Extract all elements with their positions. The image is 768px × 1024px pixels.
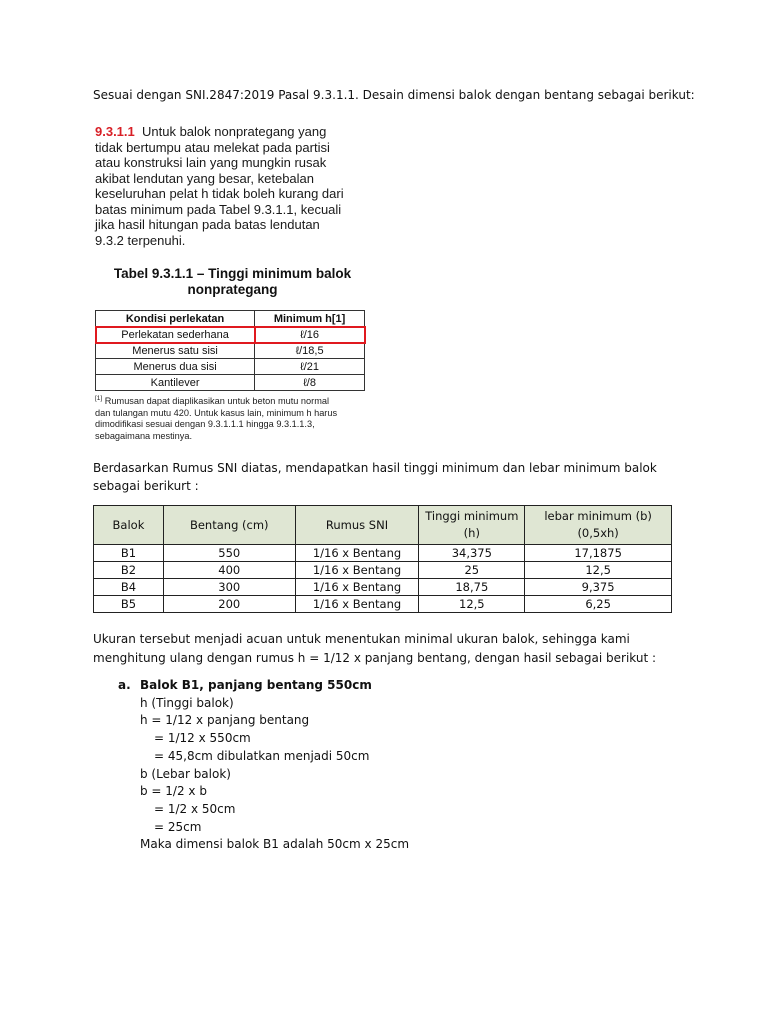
clause-line: batas minimum pada Tabel 9.3.1.1, kecuali (95, 201, 342, 217)
sni-header-cell: Minimum h[1] (255, 311, 365, 327)
results-header-cell: Tinggi minimum (h) (419, 506, 525, 545)
clause-line: akibat lendutan yang besar, ketebalan (95, 170, 315, 186)
calc-line: = 1/2 x 50cm (154, 801, 236, 816)
calc-line: b (Lebar balok) (140, 766, 231, 781)
calc-line: b = 1/2 x b (140, 784, 207, 799)
sni-row-highlighted: Perlekatan sederhana ℓ/16 (96, 327, 365, 343)
table-row: B2 400 1/16 x Bentang 25 12,5 (94, 562, 672, 579)
calc-line: h (Tinggi balok) (140, 695, 234, 710)
beam-b1-calculation (118, 677, 618, 854)
clause-line: atau konstruksi lain yang mungkin rusak (95, 155, 327, 170)
summary-paragraph: Berdasarkan Rumus SNI diatas, mendapatkan hasil tinggi minimum dan lebar minimum balok sebagai berikurt : (93, 461, 657, 493)
calc-line: = 1/12 x 550cm (154, 731, 251, 746)
sni-table-title: Tabel 9.3.1.1 – Tinggi minimum balok nonprategang (113, 266, 352, 297)
clause-text (95, 124, 370, 248)
table-row: B1 550 1/16 x Bentang 34,375 17,1875 (94, 545, 672, 562)
clause-number: 9.3.1.1 (95, 124, 135, 139)
sni-footnote: [1] Rumusan dapat diaplikasikan untuk beton mutu normal dan tulangan mutu 420. Untuk kasus lain, minimum h harus dimodifikasi sesuai dengan 9.3.1.1.1 hingga 9.3.1.1.3, sebagaimana mestinya. (95, 395, 338, 441)
sni-row: Menerus dua sisi ℓ/21 (96, 359, 365, 375)
calc-line: h = 1/12 x panjang bentang (140, 713, 310, 728)
calc-line: = 25cm (154, 819, 202, 834)
clause-line: 9.3.2 terpenuhi. (95, 232, 186, 248)
intro-paragraph: Sesuai dengan SNI.2847:2019 Pasal 9.3.1.1. Desain dimensi balok dengan bentang sebagai berikut: (93, 88, 695, 102)
sni-excerpt-image (95, 124, 370, 442)
list-item-heading: a. Balok B1, panjang bentang 550cm (118, 677, 618, 695)
sni-min-height-table (95, 310, 365, 391)
table-row: B5 200 1/16 x Bentang 12,5 6,25 (94, 596, 672, 613)
sni-row: Kantilever ℓ/8 (96, 375, 365, 391)
calc-conclusion: Maka dimensi balok B1 adalah 50cm x 25cm (140, 837, 410, 852)
sni-header-cell: Kondisi perlekatan (96, 311, 255, 327)
recalc-paragraph: Ukuran tersebut menjadi acuan untuk menentukan minimal ukuran balok, sehingga kami menghitung ulang dengan rumus h = 1/12 x panjang bentang, dengan hasil sebagai berikut : (93, 632, 657, 665)
results-header-cell: lebar minimum (b) (0,5xh) (525, 506, 672, 545)
results-header-cell: Balok (94, 506, 164, 545)
list-marker: a. (118, 678, 131, 692)
clause-line: Untuk balok nonprategang yang (142, 124, 327, 139)
clause-line: keseluruhan pelat h tidak boleh kurang dari (95, 186, 344, 201)
calc-line: = 45,8cm dibulatkan menjadi 50cm (154, 748, 370, 763)
clause-line: jika hasil hitungan pada batas lendutan (95, 217, 320, 232)
beam-results-table (93, 505, 672, 613)
clause-line: tidak bertumpu atau melekat pada partisi (95, 139, 330, 155)
results-header-cell: Bentang (cm) (163, 506, 295, 545)
sni-row: Menerus satu sisi ℓ/18,5 (96, 343, 365, 359)
results-header-cell: Rumus SNI (295, 506, 419, 545)
table-row: B4 300 1/16 x Bentang 18,75 9,375 (94, 579, 672, 596)
